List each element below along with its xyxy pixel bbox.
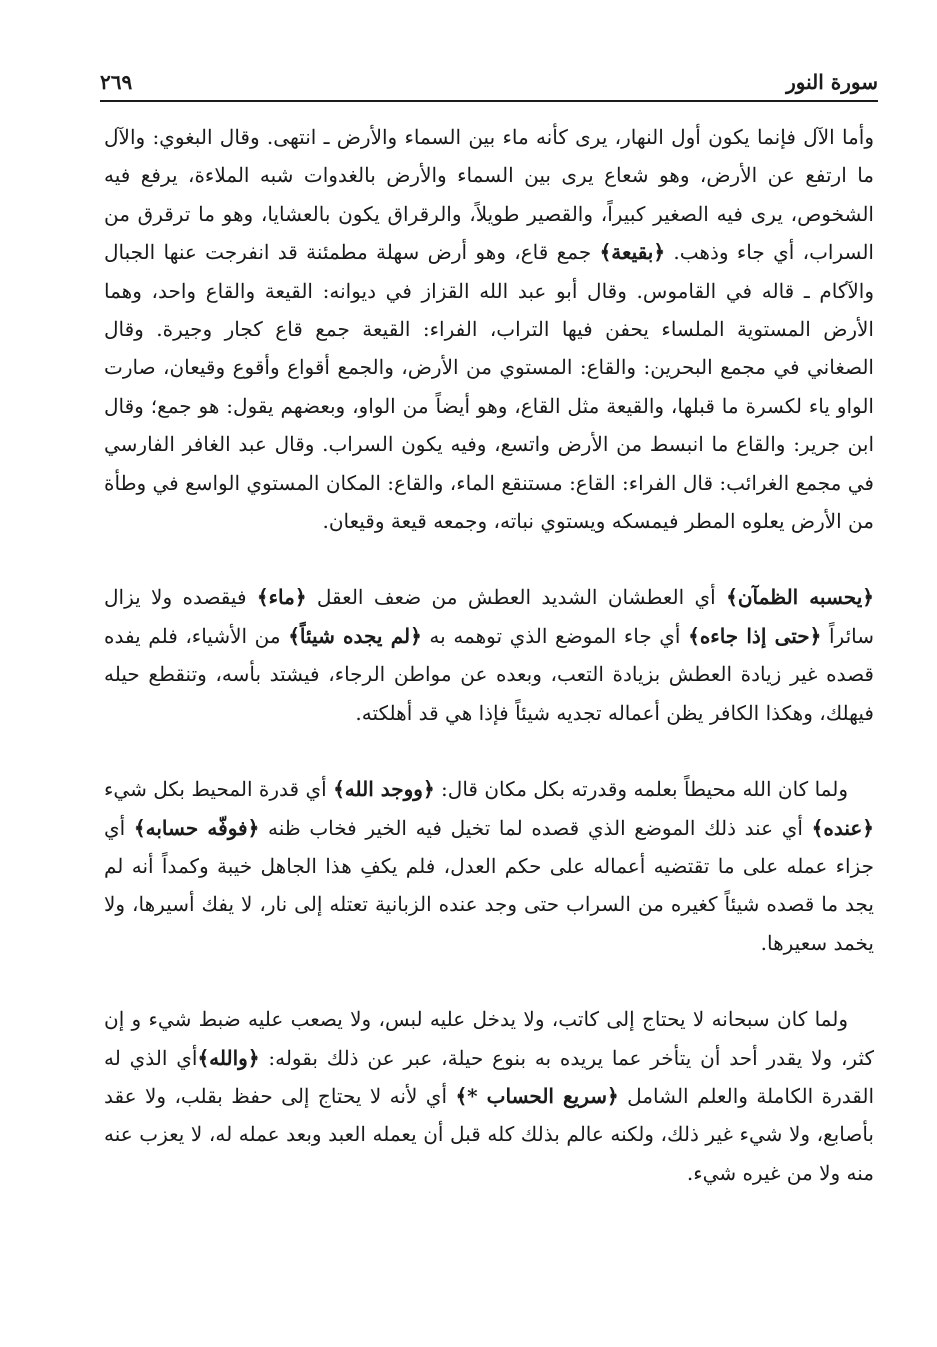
- quran-quote: ﴿عنده﴾: [811, 815, 875, 840]
- text-run: فيقصده ولا يزال سائراً: [104, 585, 874, 648]
- text-run: أي لأنه لا يحتاج إلى حفظ بقلب، ولا عقد بأصابع، ولا شيء غير ذلك، ولكنه عالم بذلك كله قبل أن يعمله العبد وبعد عمله له، لا يعزب عنه منه ولا من غيره شيء.: [104, 1083, 874, 1185]
- quran-quote: ﴿يحسبه الظمآن﴾: [726, 585, 874, 610]
- page-number: ٢٦٩: [100, 70, 133, 94]
- text-run: أي العطشان الشديد العطش من ضعف العقل: [306, 585, 727, 610]
- header-rule: [100, 100, 878, 102]
- paragraph-4: [104, 1000, 874, 1192]
- text-run: أي جزاء عمله على ما تقتضيه أعماله على حكم العدل، فلم يكفِ هذا الجاهل خيبة وكمداً أنه لم يجد ما قصده شيئاً كغيره من السراب حتى وجد عنده الزبانية تعتله إلى نار، لا يفك أسيرها، ولا يخمد سعيرها.: [104, 815, 874, 955]
- quran-quote: ﴿والله﴾: [197, 1045, 260, 1070]
- text-run: أي قدرة المحيط بكل شيء: [104, 777, 334, 802]
- quran-quote: ﴿ماء﴾: [256, 585, 307, 610]
- paragraph-1: [104, 118, 874, 540]
- text-run: ولما كان سبحانه لا يحتاج إلى كاتب، ولا يدخل عليه لبس، ولا يصعب عليه ضبط شيء و إن كثر، ولا يقدر أحد أن يتأخر عما يريده به بنوع حيلة، عبر عن ذلك بقوله:: [104, 1007, 875, 1070]
- text-run: جمع قاع، وهو أرض سهلة مطمئنة قد انفرجت عنها الجبال والآكام ـ قاله في القاموس. وقال أبو عبد الله القزاز في ديوانه: القيعة والقاع واحد، وهما الأرض المستوية الملساء يحفن فيها التراب، الفراء: القيعة جمع قاع كجار وجيرة. وقال الصغاني في مجمع البحرين: والقاع: المستوي من الأرض، والجمع أقواع وأقوع وقيعان، صارت الواو ياء لكسرة ما قبلها، والقيعة مثل القاع، وهو أيضاً من الواو، وبعضهم يقول: هو جمع؛ وقال ابن جرير: والقاع ما انبسط من الأرض واتسع، وفيه يكون السراب. وقال عبد الغافر الفارسي في مجمع الغرائب: قال الفراء: القاع: مستنقع الماء، والقاع: المكان المستوي الواسع في وطأة من الأرض يعلوه المطر فيمسكه ويستوي نباته، وجمعه قيعة وقيعان.: [104, 240, 874, 534]
- paragraph-3: [104, 770, 874, 962]
- quran-quote: ﴿بقيعة﴾: [599, 240, 666, 265]
- text-run: من الأشياء، فلم يفده قصده غير زيادة العطش بزيادة التعب، وبعده عن مواطن الرجاء، فيشتد بأسه، وتنقطع حيله فيهلك، وهكذا الكافر يظن أعماله تجديه شيئاً فإذا هي قد أهلكته.: [104, 623, 874, 725]
- text-run: أي جاء الموضع الذي توهمه به: [421, 623, 689, 648]
- text-run: وأما الآل فإنما يكون أول النهار، يرى كأنه ماء بين السماء والأرض ـ انتهى. وقال البغوي: والآل ما ارتفع عن الأرض، وهو شعاع يرى بين السماء والأرض بالغدوات شبه الملاءة، يرفع فيه الشخوص، يرى فيه الصغير كبيراً، والقصير طويلاً، والرقراق يكون بالعشايا، وهو ما ترقرق من السراب، أي جاء وذهب.: [104, 125, 874, 265]
- quran-quote: ﴿حتى إذا جاءه﴾: [688, 623, 822, 648]
- page-header: [100, 62, 878, 102]
- quran-quote: ﴿لم يجده شيئاً﴾: [288, 623, 422, 648]
- text-run: ولما كان الله محيطاً بعلمه وقدرته بكل مكان قال:: [434, 777, 848, 802]
- body-text: [104, 118, 874, 1192]
- quran-quote: ﴿فوفّه حسابه﴾: [133, 815, 260, 840]
- text-run: أي الذي له القدرة الكاملة والعلم الشامل: [104, 1045, 875, 1108]
- paragraph-2: [104, 578, 874, 732]
- surah-title: سورة النور: [786, 70, 878, 94]
- quran-quote: ﴿ووجد الله﴾: [333, 777, 435, 802]
- text-run: أي عند ذلك الموضع الذي قصده لما تخيل فيه الخير فخاب ظنه: [259, 815, 812, 840]
- quran-quote: ﴿سريع الحساب *﴾: [455, 1083, 619, 1108]
